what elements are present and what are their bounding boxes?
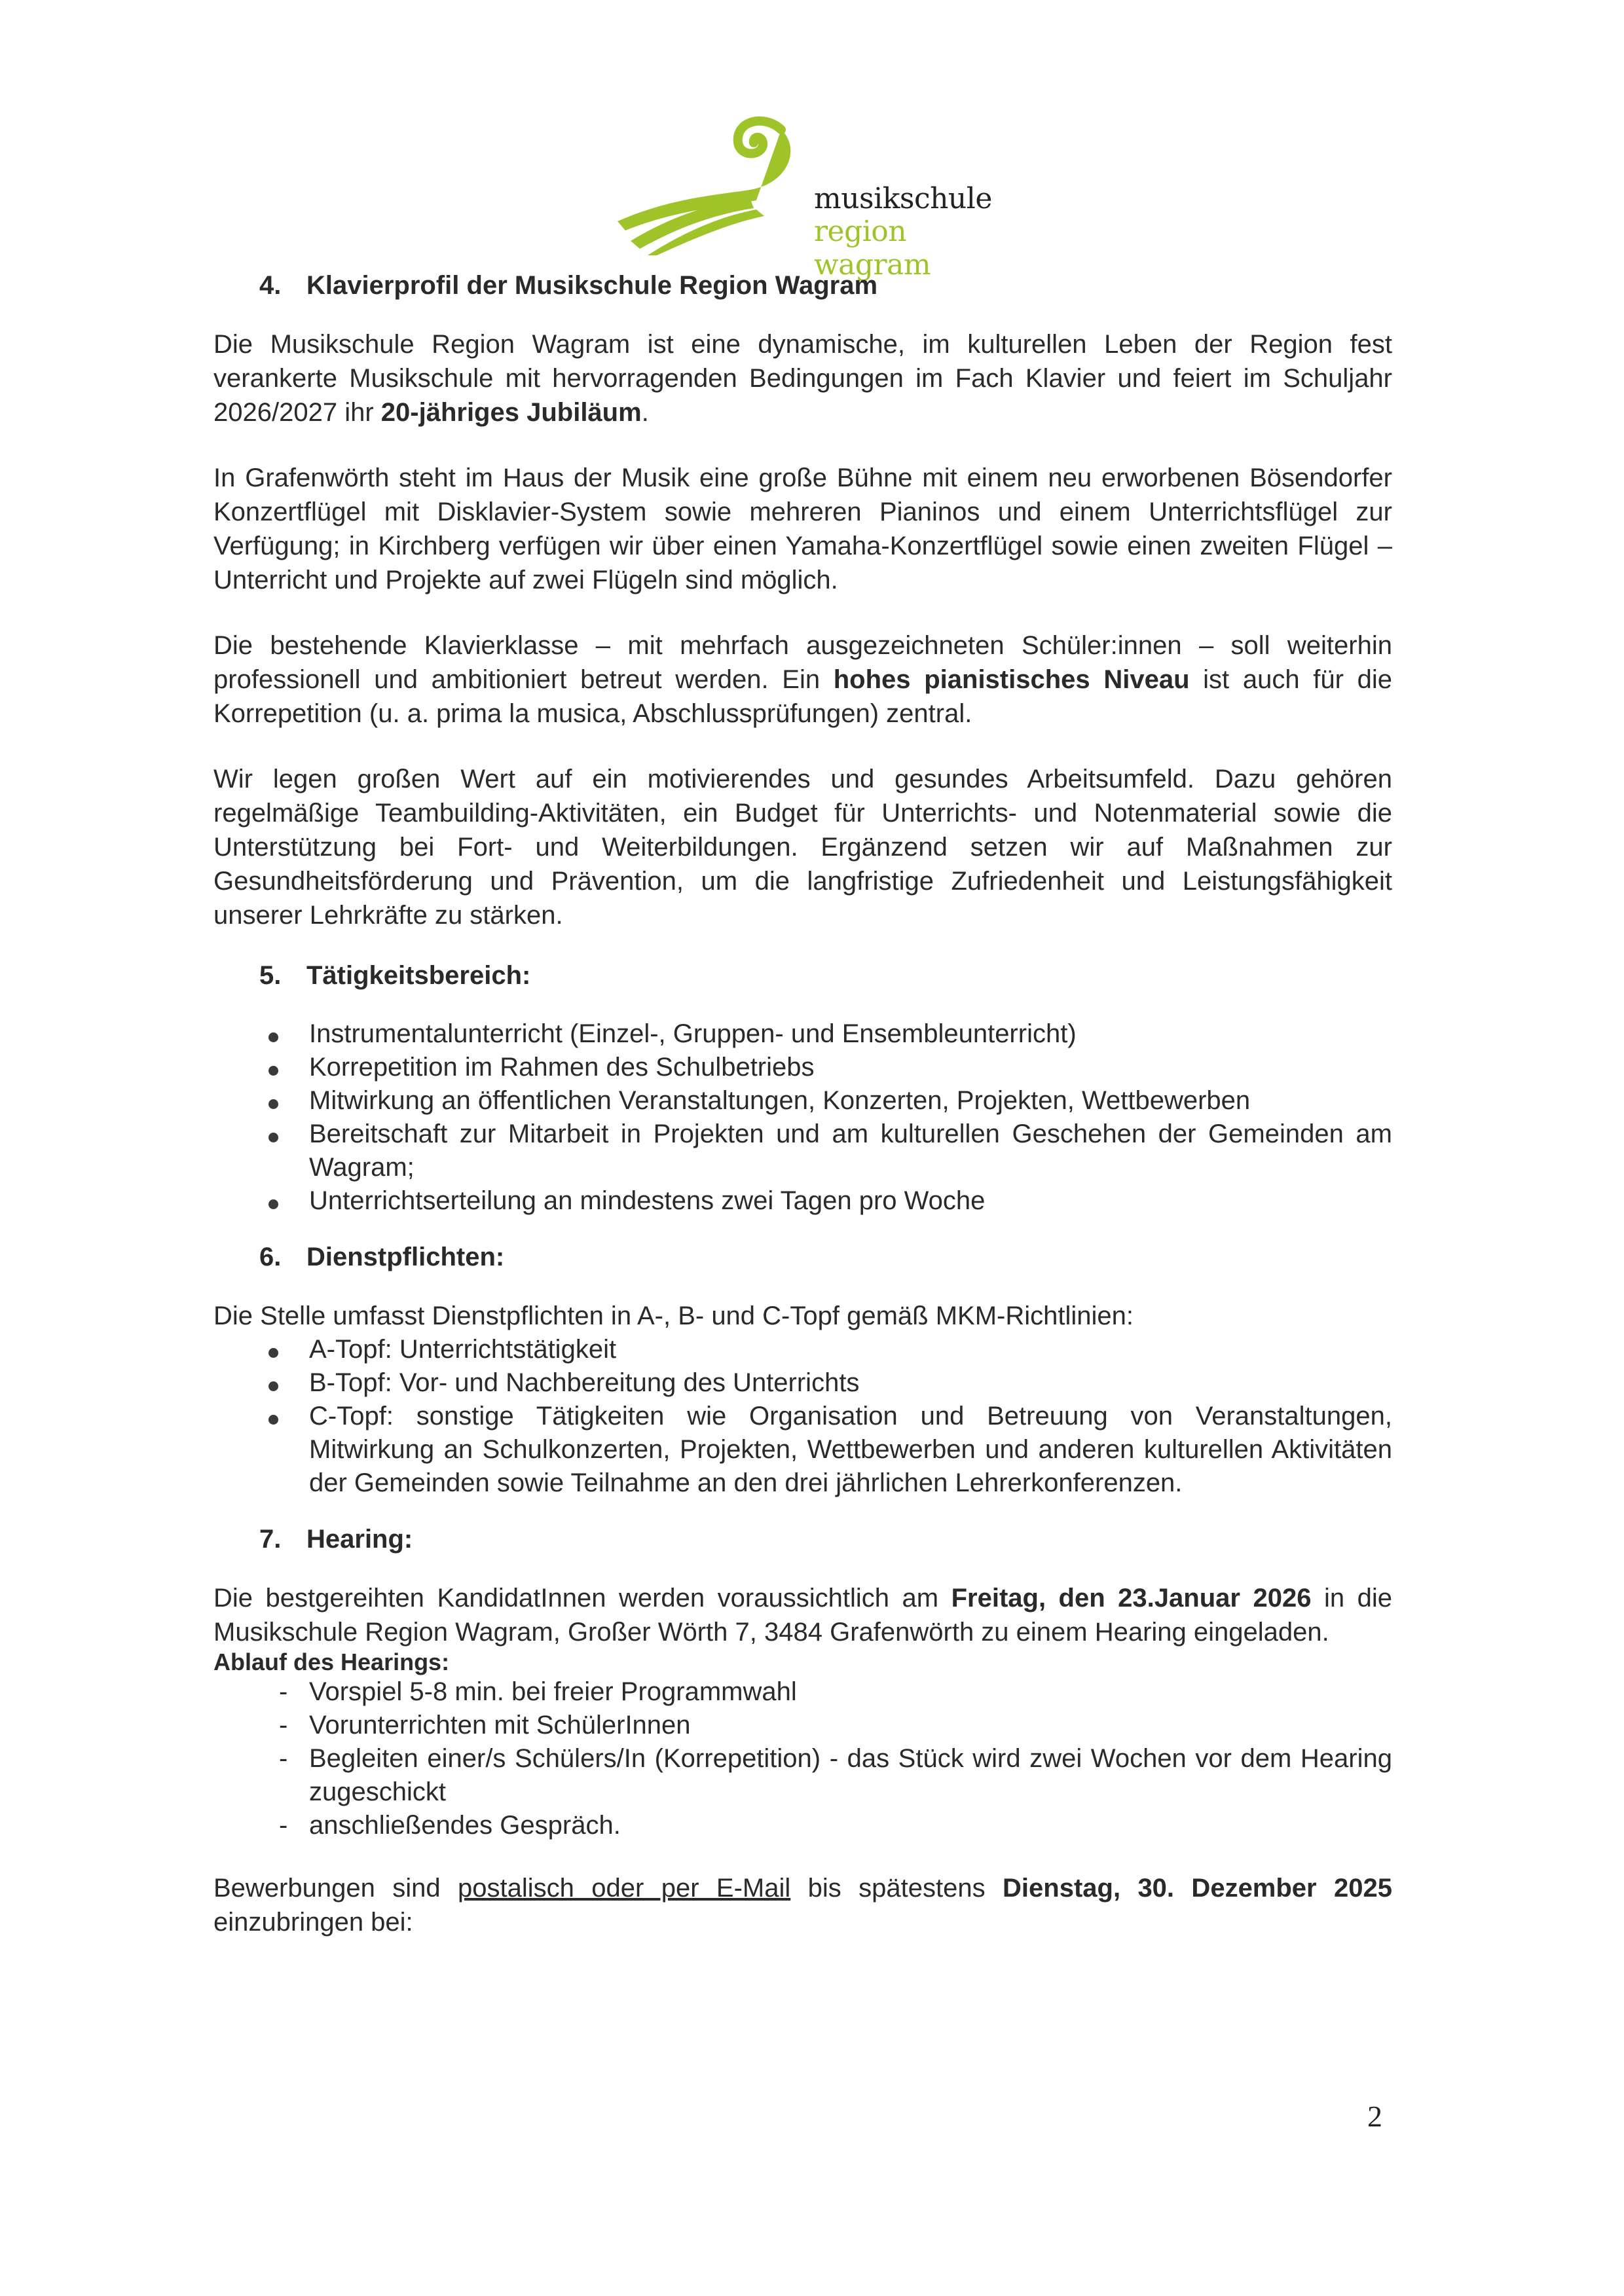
emphasis: hohes pianistisches Niveau (833, 665, 1190, 694)
hearing-procedure-title: Ablauf des Hearings: (213, 1649, 450, 1675)
section-title: Dienstpflichten: (306, 1243, 505, 1271)
section-number: 4. (259, 271, 282, 300)
section-4-heading (213, 268, 1392, 302)
bullet-icon (268, 1184, 278, 1218)
text: ist auch für die Korrepetition (u. a. prima la musica, Abschlussprüfungen) zentral. (213, 665, 1392, 728)
list-item (213, 1017, 1392, 1051)
bullet-icon (268, 1400, 278, 1433)
list-item-text: Begleiten einer/s Schülers/In (Korrepetition) - das Stück wird zwei Wochen vor dem Hearing zugeschickt (309, 1744, 1392, 1806)
section-number: 7. (259, 1525, 282, 1554)
text: Die Musikschule Region Wagram ist eine dynamische, im kulturellen Leben der Region fest verankerte Musikschule mit hervorragenden Bedingungen im Fach Klavier und feiert im Schuljahr 2026/2027 ihr (213, 330, 1392, 427)
list-item (213, 1742, 1392, 1809)
text: einzubringen bei: (213, 1908, 413, 1937)
bullet-icon (268, 1017, 278, 1051)
bullet-icon (268, 1333, 278, 1366)
application-deadline (213, 1871, 1392, 1939)
section-title: Hearing: (306, 1525, 413, 1554)
list-item (213, 1400, 1392, 1500)
text: bis spätestens (790, 1874, 1003, 1903)
bullet-icon (268, 1084, 278, 1118)
school-logo (593, 111, 1025, 282)
list-item (213, 1051, 1392, 1084)
hearing-procedure-list (213, 1675, 1392, 1842)
list-item-text: Korrepetition im Rahmen des Schulbetriebs (309, 1053, 815, 1082)
list-item-text: Vorunterrichten mit SchülerInnen (309, 1711, 691, 1740)
deadline-date: Dienstag, 30. Dezember 2025 (1003, 1874, 1392, 1903)
list-item (213, 1118, 1392, 1184)
bullet-icon (268, 1118, 278, 1151)
paragraph-piano-class (213, 629, 1392, 731)
section-7-heading (213, 1522, 1392, 1556)
list-item (213, 1084, 1392, 1118)
paragraph-intro (213, 327, 1392, 429)
page-number: 2 (1367, 2100, 1382, 2133)
dash-icon: - (279, 1711, 288, 1740)
text: Die bestehende Klavierklasse – mit mehrfach ausgezeichneten Schüler:innen – soll weiterhin professionell und ambitioniert betreut werden. Ein (213, 631, 1392, 694)
list-item-text: Mitwirkung an öffentlichen Veranstaltungen, Konzerten, Projekten, Wettbewerben (309, 1086, 1251, 1115)
bullet-icon (268, 1051, 278, 1084)
list-item (213, 1184, 1392, 1218)
text: in die Musikschule Region Wagram, Großer Wörth 7, 3484 Grafenwörth zu einem Hearing eingeladen. (213, 1584, 1392, 1647)
section-5-heading (213, 958, 1392, 993)
section-number: 5. (259, 961, 282, 990)
text: Bewerbungen sind (213, 1874, 458, 1903)
bullet-icon (268, 1366, 278, 1400)
list-item-text: B-Topf: Vor- und Nachbereitung des Unterrichts (309, 1368, 860, 1397)
section-title: Tätigkeitsbereich: (306, 961, 531, 990)
list-item-text: Unterrichtserteilung an mindestens zwei Tagen pro Woche (309, 1186, 986, 1215)
submission-method: postalisch oder per E-Mail (458, 1874, 791, 1903)
document-body (213, 268, 1392, 1971)
list-item-text: C-Topf: sonstige Tätigkeiten wie Organisation und Betreuung von Veranstaltungen, Mitwirkung an Schulkonzerten, Projekten, Wettbewerben und anderen kulturellen Aktivitäten der Gemeinden sowie Teilnahme an den drei jährlichen Lehrerkonferenzen. (309, 1402, 1392, 1497)
section-6-heading (213, 1240, 1392, 1274)
list-item-text: Instrumentalunterricht (Einzel-, Gruppen- und Ensembleunterricht) (309, 1019, 1077, 1048)
list-item (213, 1709, 1392, 1742)
list-item (213, 1366, 1392, 1400)
logo-text-line1: musikschule (814, 182, 992, 215)
list-item (213, 1809, 1392, 1842)
duties-list (213, 1333, 1392, 1500)
dash-icon: - (279, 1744, 288, 1773)
duties-intro: Die Stelle umfasst Dienstpflichten in A-, B- und C-Topf gemäß MKM-Richtlinien: (213, 1302, 1134, 1330)
dash-icon: - (279, 1677, 288, 1706)
hearing-date: Freitag, den 23.Januar 2026 (951, 1584, 1312, 1613)
list-item (213, 1675, 1392, 1709)
list-item-text: anschließendes Gespräch. (309, 1811, 621, 1840)
dash-icon: - (279, 1811, 288, 1840)
paragraph-instruments: In Grafenwörth steht im Haus der Musik eine große Bühne mit einem neu erworbenen Bösendorfer Konzertflügel mit Disklavier-System sowie mehreren Pianinos und einem Unterrichtsflügel zur Verfügung; in Kirchberg verfügen wir über einen Yamaha-Konzertflügel sowie einen zweiten Flügel – Unterricht und Projekte auf zwei Flügeln sind möglich. (213, 464, 1392, 594)
paragraph-work-environment: Wir legen großen Wert auf ein motivierendes und gesundes Arbeitsumfeld. Dazu gehören regelmäßige Teambuilding-Aktivitäten, ein Budget für Unterrichts- und Notenmaterial sowie die Unterstützung bei Fort- und Weiterbildungen. Ergänzend setzen wir auf Maßnahmen zur Gesundheitsförderung und Prävention, um die langfristige Zufriedenheit und Leistungsfähigkeit unserer Lehrkräfte zu stärken. (213, 765, 1392, 930)
list-item-text: Vorspiel 5-8 min. bei freier Programmwahl (309, 1677, 797, 1706)
text: . (641, 398, 649, 427)
section-number: 6. (259, 1243, 282, 1271)
list-item-text: A-Topf: Unterrichtstätigkeit (309, 1335, 617, 1364)
section-title: Klavierprofil der Musikschule Region Wagram (306, 271, 878, 300)
logo-text-line2: region wagram (814, 215, 931, 282)
hearing-invitation (213, 1581, 1392, 1649)
activities-list (213, 1017, 1392, 1218)
text: Die bestgereihten KandidatInnen werden voraussichtlich am (213, 1584, 951, 1613)
list-item (213, 1333, 1392, 1366)
list-item-text: Bereitschaft zur Mitarbeit in Projekten und am kulturellen Geschehen der Gemeinden am Wagram; (309, 1120, 1392, 1182)
swirl-logo-icon (593, 111, 809, 255)
emphasis: 20-jähriges Jubiläum (380, 398, 642, 427)
